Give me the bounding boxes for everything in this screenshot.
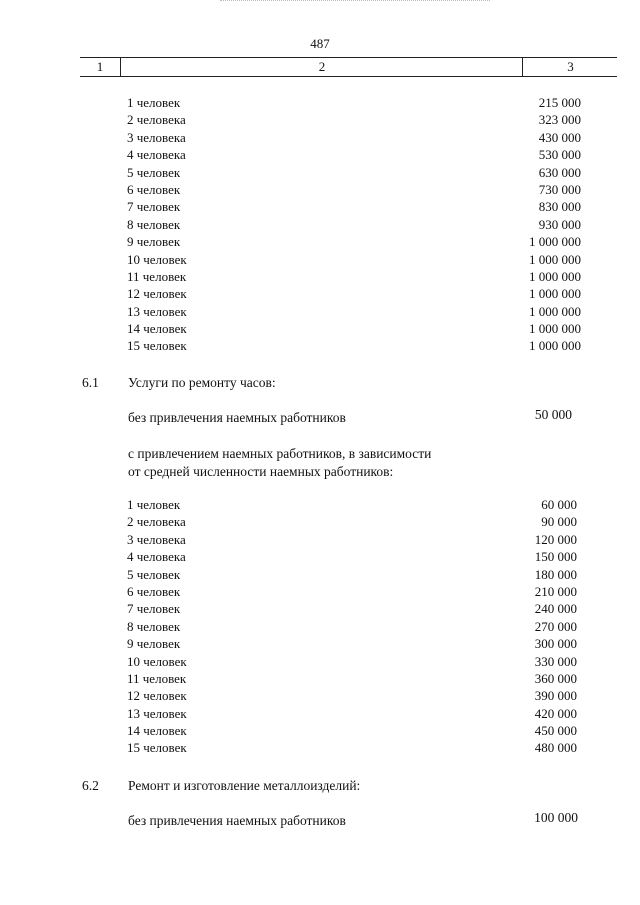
worker-count-label: 1 человек (127, 95, 181, 110)
no-hired-label: без привлечения наемных работников (128, 410, 346, 425)
worker-count-label: 8 человек (127, 216, 181, 232)
worker-count-label: 2 человека (127, 514, 186, 530)
list-item (0, 164, 640, 181)
workers-value-list-a (0, 94, 640, 355)
worker-count-label: 7 человек (127, 199, 181, 215)
worker-count-label: 13 человек (127, 705, 187, 721)
list-item (0, 233, 640, 250)
amount-value: 730 000 (538, 181, 581, 197)
list-item (0, 251, 640, 268)
worker-count-label: 5 человек (127, 164, 181, 180)
section-number: 6.2 (82, 778, 99, 793)
amount-value: 90 000 (541, 514, 577, 530)
amount-value: 210 000 (534, 583, 577, 599)
table-header (80, 57, 617, 77)
list-item (0, 337, 640, 354)
worker-count-label: 10 человек (127, 653, 187, 669)
list-item (0, 618, 640, 635)
worker-count-label: 12 человек (127, 286, 187, 302)
list-item (0, 513, 640, 530)
section-title: Ремонт и изготовление металлоизделий: (128, 778, 361, 793)
worker-count-label: 7 человек (127, 601, 181, 617)
page-number: 487 (310, 36, 330, 51)
amount-value: 390 000 (534, 688, 577, 704)
amount-value: 120 000 (534, 531, 577, 547)
worker-count-label: 3 человека (127, 531, 186, 547)
amount-value: 1 000 000 (529, 338, 581, 354)
list-item (0, 181, 640, 198)
amount-value: 450 000 (534, 723, 577, 739)
worker-count-label: 10 человек (127, 251, 187, 267)
amount-value: 323 000 (538, 112, 581, 128)
amount-value: 150 000 (534, 549, 577, 565)
amount-value: 420 000 (534, 705, 577, 721)
amount-value: 530 000 (538, 147, 581, 163)
list-item (0, 739, 640, 756)
scan-artifact-line (220, 0, 490, 3)
worker-count-label: 12 человек (127, 688, 187, 704)
worker-count-label: 3 человека (127, 129, 186, 145)
list-item (0, 670, 640, 687)
worker-count-label: 11 человек (127, 670, 187, 686)
worker-count-label: 6 человек (127, 181, 181, 197)
worker-count-label: 14 человек (127, 321, 187, 337)
amount-value: 215 000 (538, 95, 581, 110)
amount-value: 1 000 000 (529, 268, 581, 284)
list-item (0, 146, 640, 163)
list-item (0, 285, 640, 302)
list-item (0, 268, 640, 285)
no-hired-label: без привлечения наемных работников (128, 813, 346, 828)
worker-count-label: 4 человека (127, 549, 186, 565)
amount-value: 1 000 000 (529, 286, 581, 302)
amount-value: 240 000 (534, 601, 577, 617)
amount-value: 1 000 000 (529, 234, 581, 250)
list-item (0, 566, 640, 583)
worker-count-label: 4 человека (127, 147, 186, 163)
amount-value: 300 000 (534, 636, 577, 652)
list-item (0, 687, 640, 704)
column-header-2: 2 (120, 58, 523, 76)
list-item (0, 111, 640, 128)
amount-value: 1 000 000 (529, 251, 581, 267)
amount-value: 1 000 000 (529, 303, 581, 319)
no-hired-value: 100 000 (534, 810, 578, 825)
worker-count-label: 2 человека (127, 112, 186, 128)
worker-count-label: 8 человек (127, 618, 181, 634)
amount-value: 330 000 (534, 653, 577, 669)
list-item (0, 635, 640, 652)
worker-count-label: 14 человек (127, 723, 187, 739)
worker-count-label: 15 человек (127, 740, 187, 756)
amount-value: 60 000 (541, 497, 577, 512)
list-item (0, 496, 640, 513)
worker-count-label: 9 человек (127, 234, 181, 250)
list-item (0, 600, 640, 617)
list-item (0, 583, 640, 600)
list-item (0, 303, 640, 320)
list-item (0, 129, 640, 146)
amount-value: 270 000 (534, 618, 577, 634)
worker-count-label: 1 человек (127, 497, 181, 512)
with-hired-line-1: с привлечением наемных работников, в зависимости (128, 446, 432, 461)
section-title: Услуги по ремонту часов: (128, 375, 276, 390)
with-hired-line-2: от средней численности наемных работников: (128, 463, 394, 479)
column-header-3: 3 (522, 58, 618, 76)
list-item (0, 531, 640, 548)
workers-value-list-6-1 (0, 496, 640, 757)
no-hired-value: 50 000 (534, 407, 572, 422)
amount-value: 830 000 (538, 199, 581, 215)
list-item (0, 216, 640, 233)
column-header-1: 1 (96, 59, 104, 74)
list-item (0, 198, 640, 215)
list-item (0, 320, 640, 337)
worker-count-label: 15 человек (127, 338, 187, 354)
amount-value: 930 000 (538, 216, 581, 232)
amount-value: 480 000 (534, 740, 577, 756)
worker-count-label: 5 человек (127, 566, 181, 582)
worker-count-label: 13 человек (127, 303, 187, 319)
amount-value: 630 000 (538, 164, 581, 180)
list-item (0, 94, 640, 111)
with-hired-text (128, 445, 488, 480)
amount-value: 360 000 (534, 670, 577, 686)
amount-value: 430 000 (538, 129, 581, 145)
section-number: 6.1 (82, 375, 99, 390)
list-item (0, 653, 640, 670)
worker-count-label: 11 человек (127, 268, 187, 284)
amount-value: 180 000 (534, 566, 577, 582)
list-item (0, 705, 640, 722)
list-item (0, 722, 640, 739)
list-item (0, 548, 640, 565)
worker-count-label: 9 человек (127, 636, 181, 652)
amount-value: 1 000 000 (529, 321, 581, 337)
worker-count-label: 6 человек (127, 583, 181, 599)
